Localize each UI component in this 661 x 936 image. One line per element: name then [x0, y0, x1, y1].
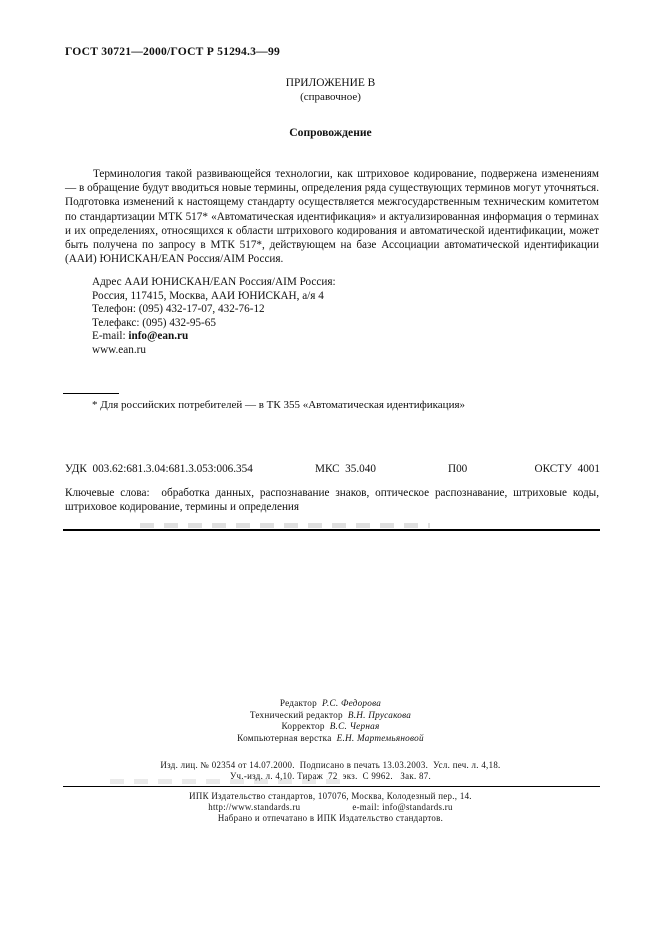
- section-divider: [63, 529, 600, 531]
- body-paragraph: Терминология такой развивающейся технологии, как штриховое кодирование, подвержена изменениям — в обращение будут вводиться новые термины, определения ряда существующих терминов могут уточняться. Подготовка изменений к настоящему стандарту осуществляется межгосударственным техническим комитетом по стандартизации МТК 517* «Автоматическая идентификация» и актуализированная информация о терминах и их определениях, относящихся к области штрихового кодирования и автоматической идентификации, может быть получена по запросу в МТК 517*, действующем на базе Ассоциации автоматической идентификации (ААИ) ЮНИСКАН/EAN Россия/AIM Россия.: [65, 168, 599, 266]
- editor-line: [0, 721, 661, 733]
- editor-name: Р.С. Федорова: [321, 698, 382, 708]
- colophon-divider: [63, 786, 600, 787]
- scan-artifact: [140, 523, 430, 528]
- editor-role: Технический редактор: [249, 709, 343, 720]
- address-org-line: Адрес ААИ ЮНИСКАН/EAN Россия/AIM Россия:: [92, 276, 336, 288]
- standard-designation: ГОСТ 30721—2000/ГОСТ Р 51294.3—99: [65, 45, 280, 58]
- editor-name: В.С. Черная: [329, 721, 380, 732]
- publisher-block: [0, 791, 661, 824]
- editor-role: Корректор: [281, 721, 325, 732]
- appendix-title: ПРИЛОЖЕНИЕ В: [285, 77, 376, 89]
- address-email-line: [92, 330, 336, 344]
- classification-row: [65, 463, 600, 477]
- group-code: П00: [448, 463, 468, 475]
- contact-address-block: [92, 276, 336, 357]
- address-website-line: www.ean.ru: [92, 343, 146, 356]
- license-line: Изд. лиц. № 02354 от 14.07.2000. Подписано в печать 13.03.2003. Усл. печ. л. 4,18.: [160, 760, 501, 770]
- scan-artifact: [110, 779, 340, 784]
- mks-code: МКС 35.040: [315, 463, 376, 475]
- email-label: E-mail:: [92, 330, 129, 342]
- editor-name: В.Н. Прусакова: [347, 709, 412, 720]
- section-heading: Сопровождение: [289, 126, 372, 139]
- address-postal-line: Россия, 117415, Москва, ААИ ЮНИСКАН, а/я 4: [92, 289, 324, 302]
- okstu-code: ОКСТУ 4001: [534, 463, 600, 475]
- footnote-divider: [63, 393, 119, 394]
- license-line: Уч.-изд. л. 4,10. Тираж 72 экз. С 9962. Зак. 87.: [229, 771, 432, 781]
- address-phone-line: Телефон: (095) 432-17-07, 432-76-12: [92, 303, 265, 315]
- editor-name: Е.Н. Мартемьяновой: [336, 732, 424, 743]
- colophon-editors: [0, 698, 661, 744]
- appendix-subtitle: (справочное): [300, 91, 361, 103]
- publisher-line: ИПК Издательство стандартов, 107076, Москва, Колодезный пер., 14.: [189, 791, 472, 801]
- address-fax-line: Телефакс: (095) 432-95-65: [92, 316, 216, 329]
- email-value: info@ean.ru: [128, 330, 189, 342]
- editor-line: [0, 698, 661, 710]
- editor-role: Редактор: [279, 698, 317, 708]
- publisher-website: http://www.standards.ru: [208, 802, 301, 812]
- keywords-paragraph: Ключевые слова: обработка данных, распознавание знаков, оптическое распознавание, штриховые коды, штриховое кодирование, термины и определения: [65, 487, 602, 514]
- editor-line: [0, 733, 661, 745]
- publisher-email: e-mail: info@standards.ru: [352, 802, 453, 812]
- editor-role: Компьютерная верстка: [237, 732, 332, 743]
- printed-line: Набрано и отпечатано в ИПК Издательство стандартов.: [217, 813, 444, 823]
- udk-code: УДК 003.62:681.3.04:681.3.053:006.354: [65, 463, 253, 475]
- publisher-contact-line: [0, 802, 661, 813]
- editor-line: [0, 710, 661, 722]
- footnote-text: * Для российских потребителей — в ТК 355 «Автоматическая идентификация»: [92, 399, 466, 411]
